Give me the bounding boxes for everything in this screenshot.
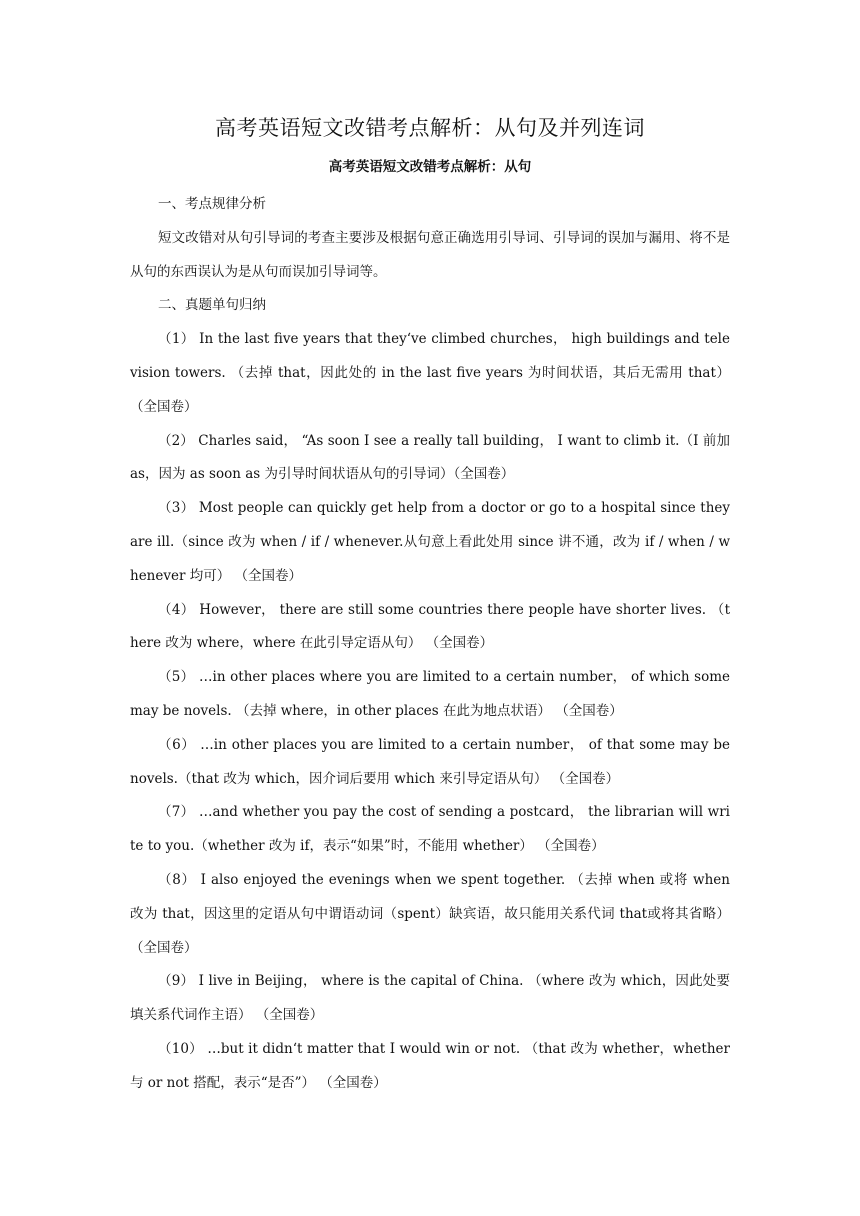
example-item-10: （10） …but it didn‘t matter that I would win or not. （that 改为 whether，whether 与 or not 搭配，表示“是否”） （全国卷） [130, 1040, 730, 1091]
example-item-1: （1） In the last five years that they‘ve climbed churches， high buildings and television towers. （去掉 that，因此处的 in the last five years 为时间状语，其后无需用 that） （全国卷） [130, 331, 730, 415]
example-item-2: （2） Charles said， “As soon I see a really tall building， I want to climb it.（I 前加 as，因为 as soon as 为引导时间状语从句的引导词）（全国卷） [130, 432, 730, 483]
example-item-6: （6） …in other places you are limited to a certain number， of that some may be novels.（that 改为 which，因介词后要用 which 来引导定语从句） （全国卷） [130, 736, 730, 787]
example-item-4: （4） However， there are still some countries there people have shorter lives. （there 改为 where，where 在此引导定语从句） （全国卷） [130, 601, 730, 652]
document-body [130, 112, 730, 1101]
document-subtitle: 高考英语短文改错考点解析：从句 [328, 159, 532, 175]
section-paragraph-analysis: 短文改错对从句引导词的考查主要涉及根据句意正确选用引导词、引导词的误加与漏用、将不是从句的东西误认为是从句而误加引导词等。 [130, 229, 730, 280]
section-heading-examples: 二、真题单句归纳 [158, 297, 266, 314]
example-item-9: （9） I live in Beijing， where is the capital of China. （where 改为 which，因此处要填关系代词作主语） （全国卷） [130, 973, 730, 1024]
example-item-5: （5） …in other places where you are limited to a certain number， of which some may be novels. （去掉 where，in other places 在此为地点状语） （全国卷） [130, 669, 730, 719]
example-item-7: （7） …and whether you pay the cost of sending a postcard， the librarian will write to you.（whether 改为 if，表示“如果”时，不能用 whether） （全国卷） [130, 804, 730, 855]
example-item-3: （3） Most people can quickly get help from a doctor or go to a hospital since they are ill.（since 改为 when / if / whenever.从句意上看此处用 since 讲不通，改为 if / when / whenever 均可） （全国卷） [130, 500, 730, 584]
document-title: 高考英语短文改错考点解析：从句及并列连词 [215, 116, 645, 140]
example-item-8: （8） I also enjoyed the evenings when we spent together. （去掉 when 或将 when 改为 that，因这里的定语从句中谓语动词（spent）缺宾语，故只能用关系代词 that或将其省略）（全国卷） [130, 871, 730, 956]
section-heading-analysis: 一、考点规律分析 [158, 196, 266, 212]
